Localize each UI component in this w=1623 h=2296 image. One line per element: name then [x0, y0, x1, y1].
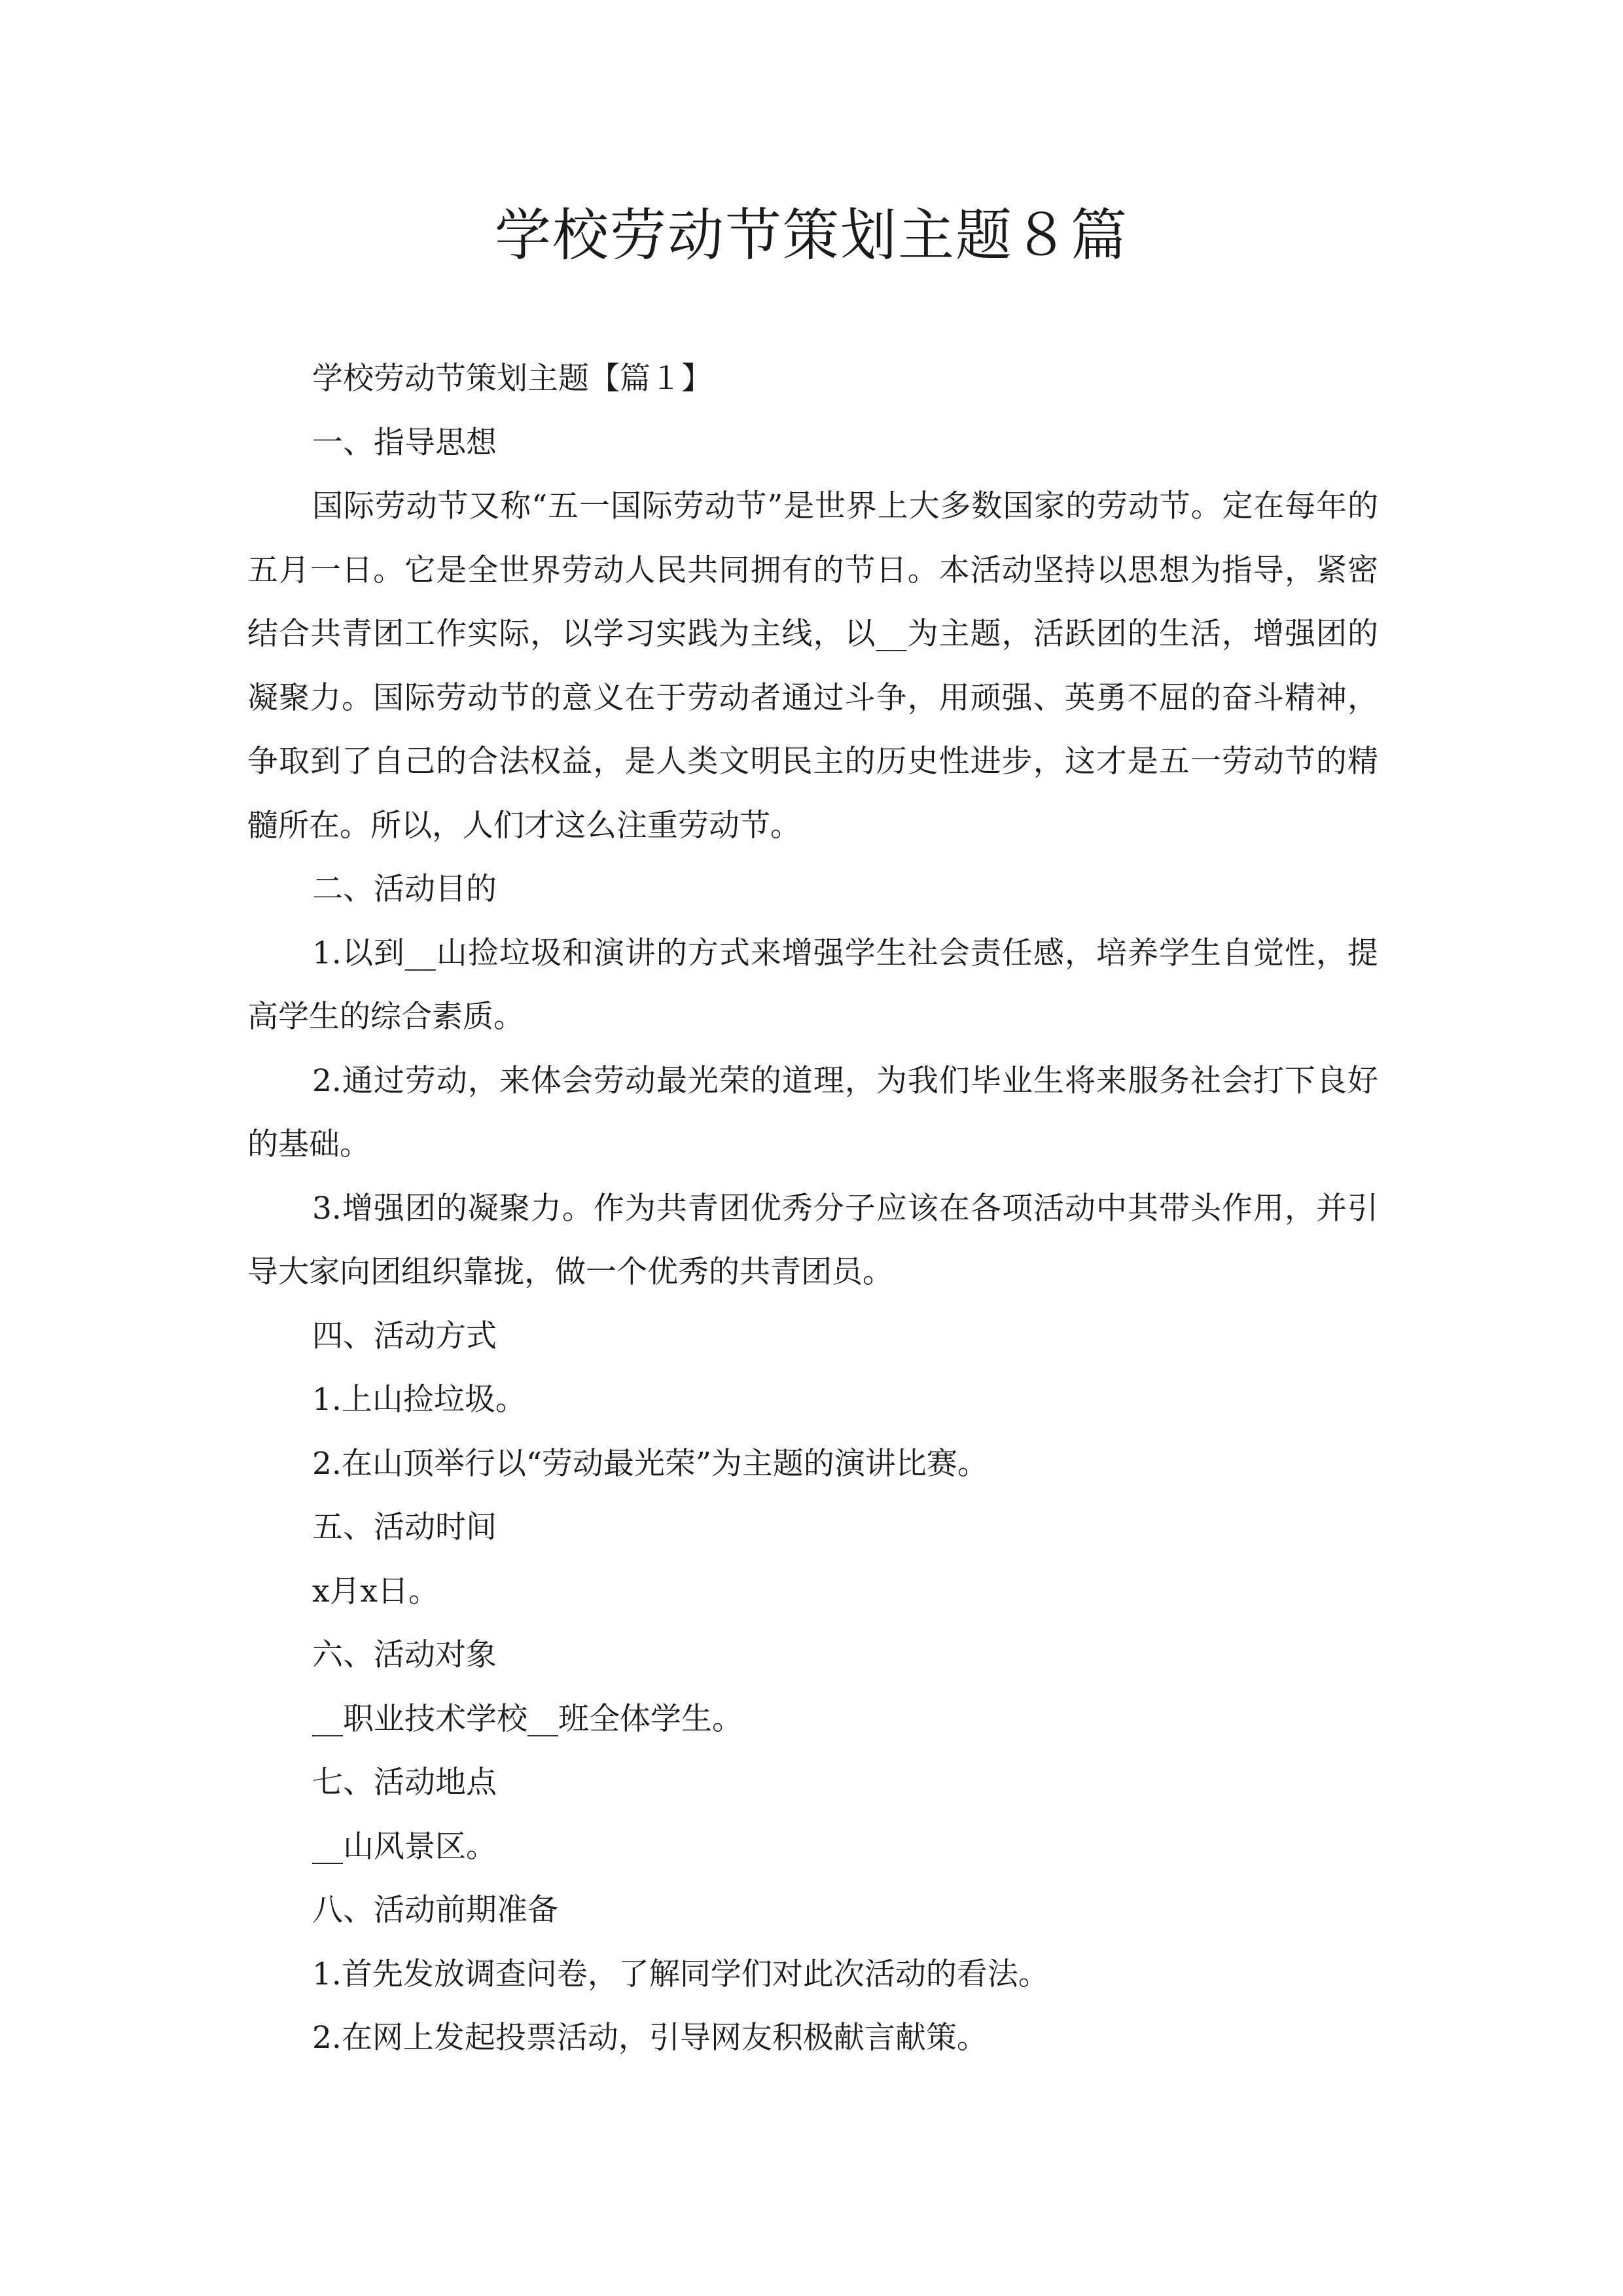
preparation-item-2: 2.在网上发起投票活动，引导网友积极献言献策。 [312, 2020, 988, 2056]
section-heading-time: 五、活动时间 [312, 1509, 497, 1545]
purpose-item-3: 3.增强团的凝聚力。作为共青团优秀分子应该在各项活动中其带头作用，并引导大家向团组织靠拢，做一个优秀的共青团员。 [247, 1190, 1378, 1290]
section-heading-purpose: 二、活动目的 [312, 871, 497, 907]
paragraph-intro: 国际劳动节又称“五一国际劳动节”是世界上大多数国家的劳动节。定在每年的五月一日。它是全世界劳动人民共同拥有的节日。本活动坚持以思想为指导，紧密结合共青团工作实际，以学习实践为主线，以__为主题，活跃团的生活，增强团的凝聚力。国际劳动节的意义在于劳动者通过斗争，用顽强、英勇不屈的奋斗精神，争取到了自己的合法权益，是人类文明民主的历史性进步，这才是五一劳动节的精髓所在。所以，人们才这么注重劳动节。 [247, 488, 1378, 844]
preparation-item-1: 1.首先发放调查问卷，了解同学们对此次活动的看法。 [312, 1956, 1049, 1992]
time-value: x月x日。 [312, 1573, 440, 1609]
section-heading-preparation: 八、活动前期准备 [312, 1892, 558, 1928]
participants-value: __职业技术学校__班全体学生。 [312, 1700, 743, 1737]
section-heading-guiding-thought: 一、指导思想 [312, 424, 497, 461]
document-body [247, 347, 1378, 2070]
section-heading-part-1: 学校劳动节策划主题【篇１】 [312, 361, 712, 397]
section-heading-participants: 六、活动对象 [312, 1637, 497, 1673]
method-item-2: 2.在山顶举行以“劳动最光荣”为主题的演讲比赛。 [312, 1445, 988, 1482]
purpose-item-1: 1.以到__山捡垃圾和演讲的方式来增强学生社会责任感，培养学生自觉性，提高学生的综合素质。 [247, 935, 1378, 1035]
section-heading-method: 四、活动方式 [312, 1318, 497, 1354]
method-item-1: 1.上山捡垃圾。 [312, 1382, 526, 1418]
document-title: 学校劳动节策划主题８篇 [495, 203, 1128, 268]
location-value: __山风景区。 [312, 1828, 497, 1865]
section-heading-location: 七、活动地点 [312, 1765, 497, 1801]
purpose-item-2: 2.通过劳动，来体会劳动最光荣的道理，为我们毕业生将来服务社会打下良好的基础。 [247, 1062, 1378, 1162]
